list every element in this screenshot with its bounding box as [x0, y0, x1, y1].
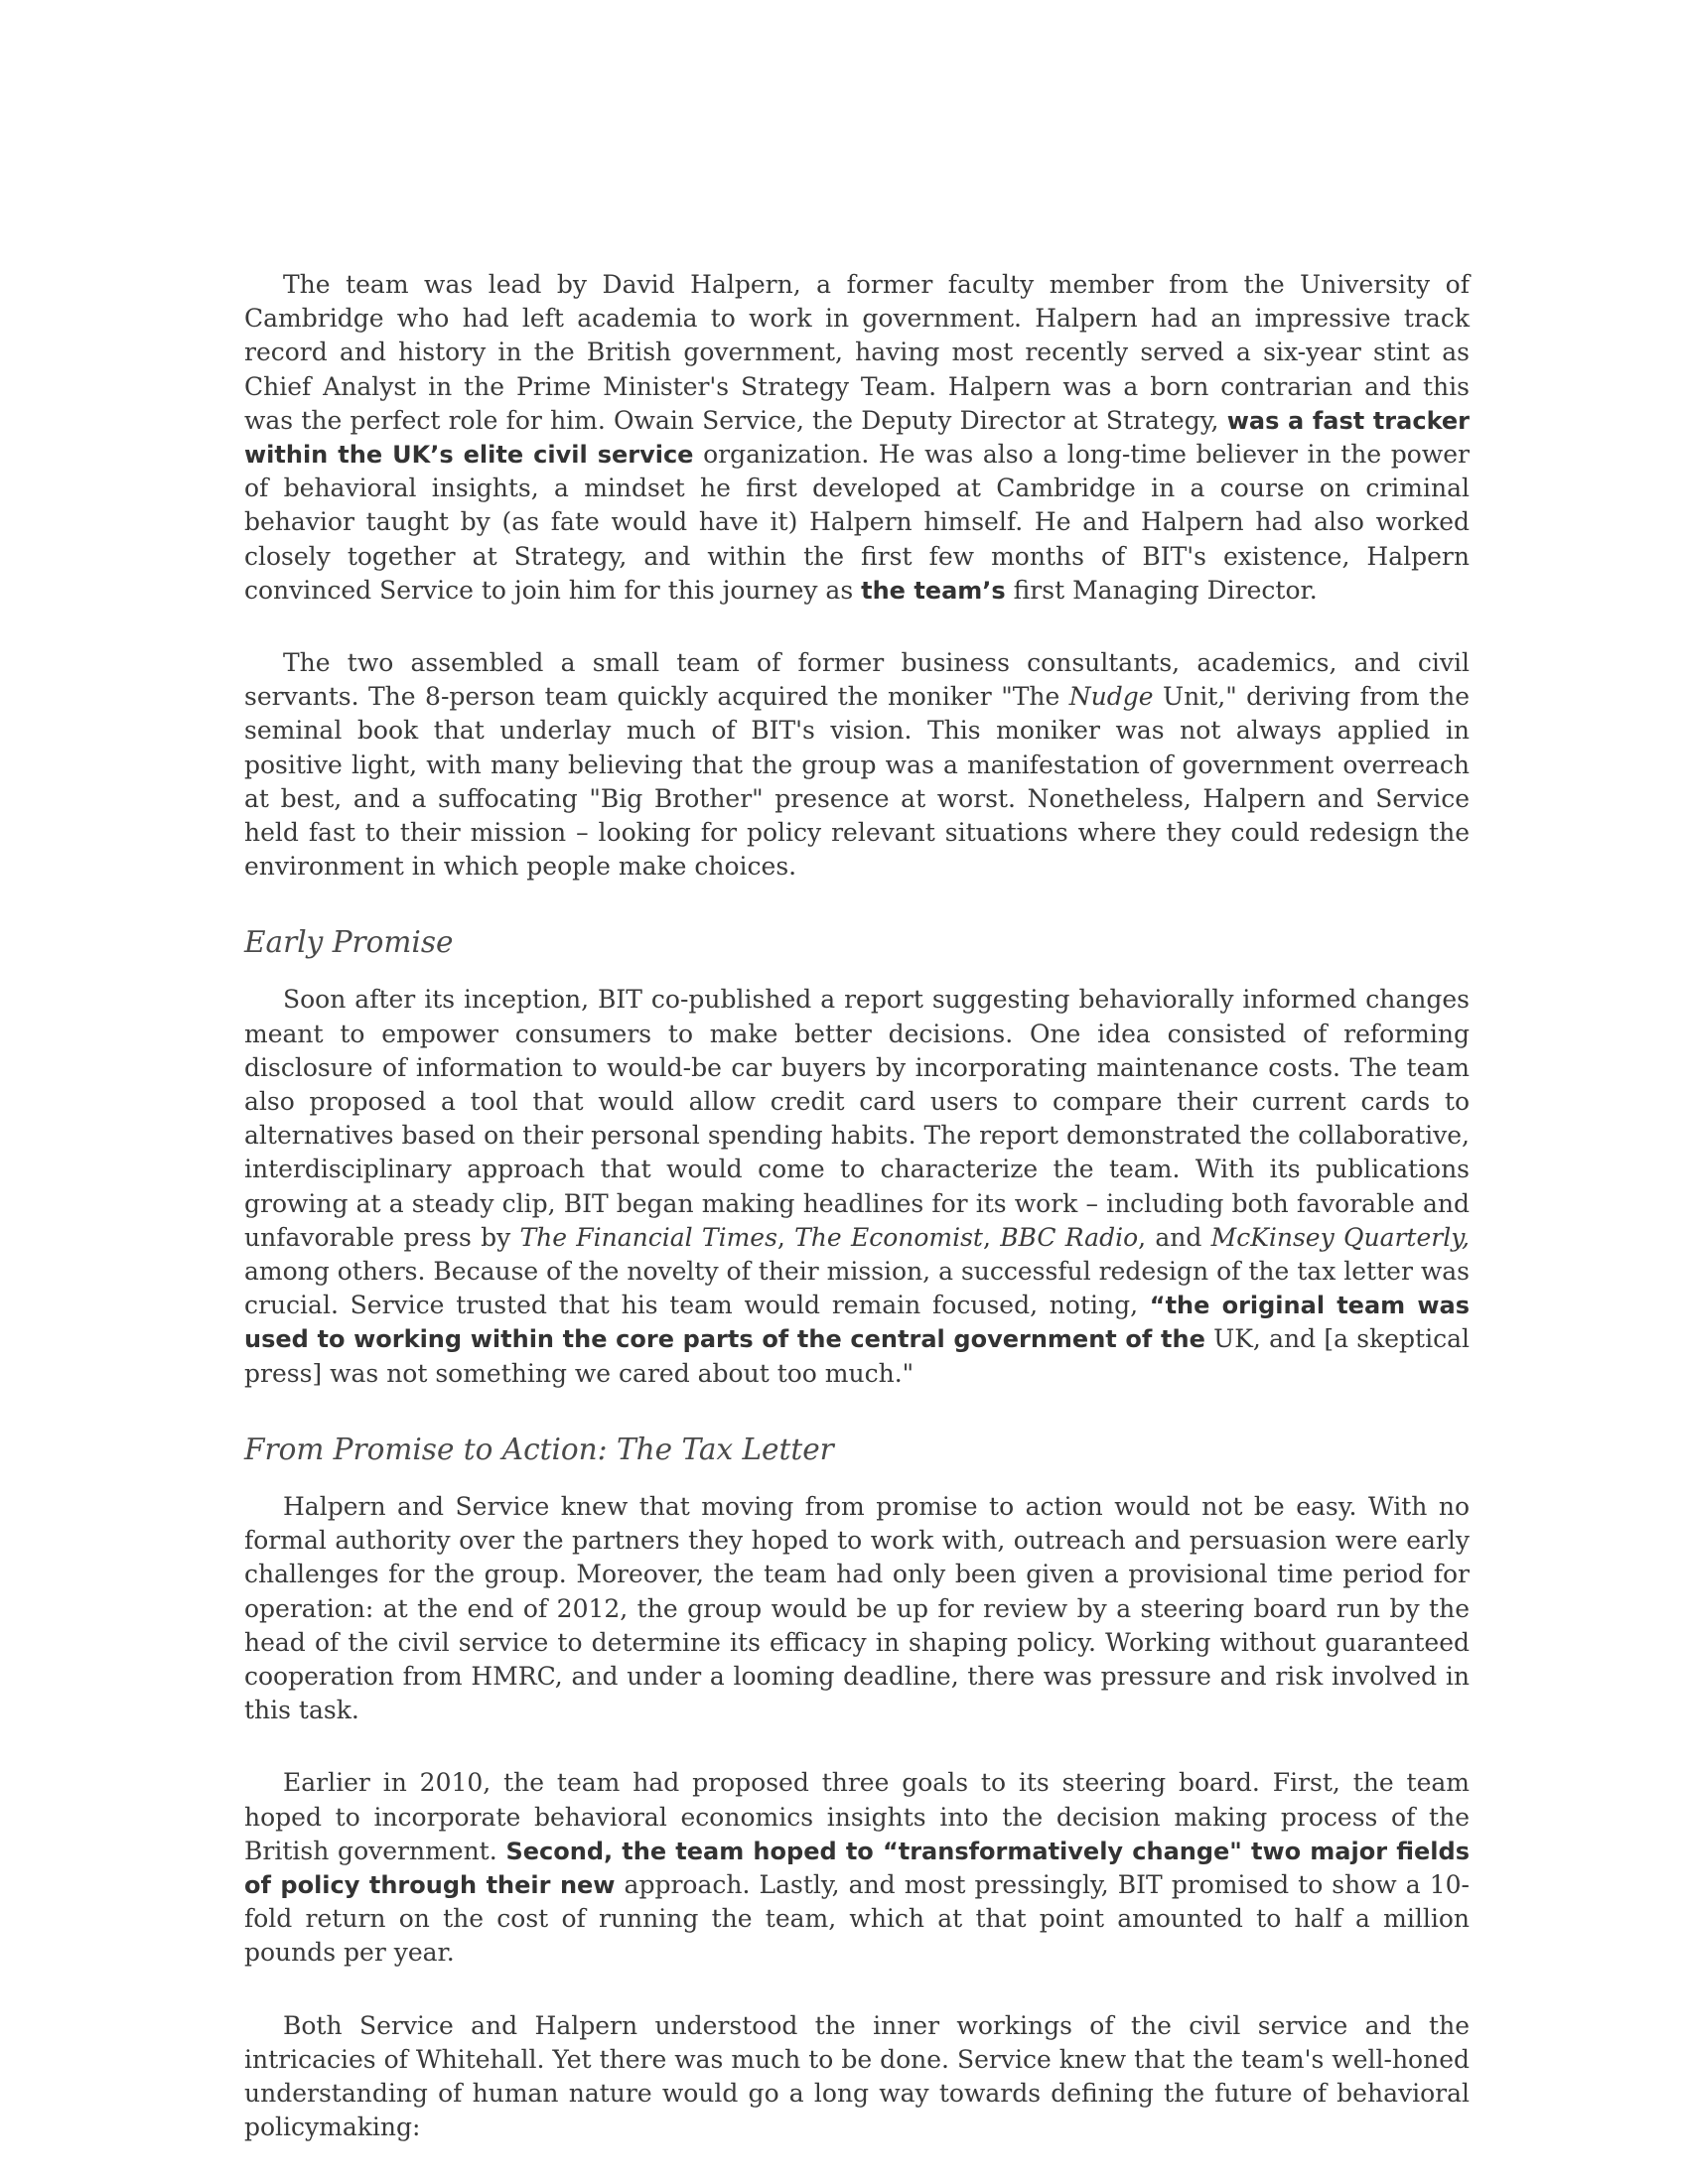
text-run: The team was lead by David Halpern, a former faculty member from the University of Cambridge who had left academia to work in government. Halpern had an impressive track record and history in the British government, having most recently served a six-year stint as Chief Analyst in the Prime Minister's Strategy Team. Halpern was a born contrarian and this was the perfect role for him. Owain Service, the Deputy Director at Strategy,: [244, 270, 1470, 435]
text-run: , and: [1138, 1222, 1211, 1252]
paragraph-early-promise: [244, 983, 1470, 1390]
italic-text-run: McKinsey Quarterly,: [1210, 1222, 1470, 1252]
text-run: first Managing Director.: [1005, 575, 1318, 605]
section-heading-tax-letter: From Promise to Action: The Tax Letter: [244, 1432, 834, 1466]
paragraph-three-goals: [244, 1766, 1470, 1970]
paragraph-promise-to-action: Halpern and Service knew that moving from promise to action would not be easy. With no formal authority over the partners they hoped to work with, outreach and persuasion were early challenges for the group. Moreover, the team had only been given a provisional time period for operation: at the end of 2012, the group would be up for review by a steering board run by the head of the civil service to determine its efficacy in shaping policy. Working without guaranteed cooperation from HMRC, and under a looming deadline, there was pressure and risk involved in this task.: [244, 1491, 1470, 1725]
italic-text-run: Nudge: [1068, 682, 1154, 712]
bold-text-run: Second, the team hoped to “transformatively change" two major fields of policy through their new: [244, 1837, 1470, 1899]
paragraph-whitehall: Both Service and Halpern understood the inner workings of the civil service and the intricacies of Whitehall. Yet there was much to be done. Service knew that the team's well-honed understanding of human nature would go a long way towards defining the future of behavioral policymaking:: [244, 2010, 1470, 2142]
text-run: Unit," deriving from the seminal book that underlay much of BIT's vision. This moniker was not always applied in positive light, with many believing that the group was a manifestation of government overreach at best, and a suffocating "Big Brother" presence at worst. Nonetheless, Halpern and Service held fast to their mission – looking for policy relevant situations where they could redesign the environment in which people make choices.: [244, 682, 1470, 882]
paragraph-halpern-intro: [244, 268, 1470, 608]
text-run: ,: [776, 1222, 795, 1252]
italic-text-run: BBC Radio: [1000, 1222, 1139, 1252]
text-run: Earlier in 2010, the team had proposed three goals to its steering board. First, the team hoped to incorporate behavioral economics insights into the decision making process of the British government.: [244, 1768, 1470, 1865]
paragraph-team-assembled: [244, 646, 1470, 884]
text-run: UK, and [a skeptical press] was not something we cared about too much.": [244, 1324, 1470, 1388]
bold-text-run: was a fast tracker within the UK’s elite civil service: [244, 406, 1470, 470]
text-run: ,: [982, 1222, 1001, 1252]
italic-text-run: The Financial Times: [519, 1222, 777, 1252]
text-run: organization. He was also a long-time believer in the power of behavioral insights, a mindset he first developed at Cambridge in a course on criminal behavior taught by (as fate would have it) Halpern himself. He and Halpern had also worked closely together at Strategy, and within the first few months of BIT's existence, Halpern convinced Service to join him for this journey as: [244, 440, 1470, 605]
text-run: Soon after its inception, BIT co-published a report suggesting behaviorally informed changes meant to empower consumers to make better decisions. One idea consisted of reforming disclosure of information to would-be car buyers by incorporating maintenance costs. The team also proposed a tool that would allow credit card users to compare their current cards to alternatives based on their personal spending habits. The report demonstrated the collaborative, interdisciplinary approach that would come to characterize the team. With its publications growing at a steady clip, BIT began making headlines for its work – including both favorable and unfavorable press by: [244, 985, 1470, 1252]
bold-text-run: the team’s: [861, 576, 1006, 605]
section-heading-early-promise: Early Promise: [244, 925, 454, 960]
text-run: approach. Lastly, and most pressingly, BIT promised to show a 10-fold return on the cost of running the team, which at that point amounted to half a million pounds per year.: [244, 1869, 1470, 1968]
document-page: [244, 268, 1470, 2183]
italic-text-run: The Economist: [794, 1222, 983, 1252]
text-run: among others. Because of the novelty of their mission, a successful redesign of the tax letter was crucial. Service trusted that his team would remain focused, noting,: [244, 1257, 1470, 1320]
bold-text-run: “the original team was used to working within the core parts of the central government of the: [244, 1292, 1470, 1354]
text-run: The two assembled a small team of former business consultants, academics, and civil servants. The 8-person team quickly acquired the moniker "The: [244, 648, 1470, 712]
